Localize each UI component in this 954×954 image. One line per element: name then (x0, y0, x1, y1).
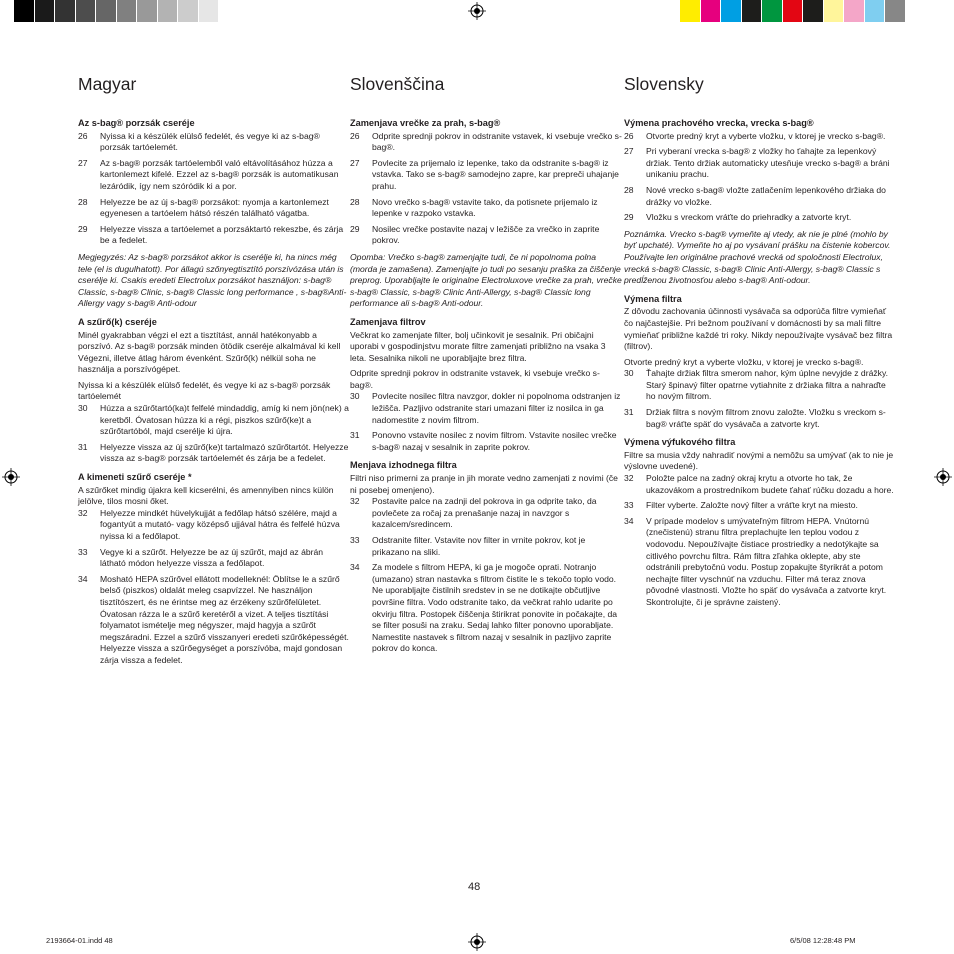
step-number: 26 (624, 130, 634, 141)
language-title: Slovenščina (350, 74, 445, 94)
registration-mark-top-icon (468, 2, 486, 20)
section (350, 118, 622, 310)
color-swatch (137, 0, 158, 22)
step-item (350, 197, 622, 220)
color-swatch (96, 0, 117, 22)
step-text: Držiak filtra s novým filtrom znovu založte. Vložku s vreckom s-bag® vráťte späť do vysávača a zatvorte kryt. (646, 407, 886, 429)
process-colorbar (680, 0, 906, 22)
step-text: Povlecite za prijemalo iz lepenke, tako da odstranite s-bag® iz vstavka. Tako se s-bag® samodejno zapre, kar prepreči uhajanje prahu. (372, 157, 619, 191)
color-swatch (865, 0, 886, 22)
note-paragraph: Opomba: Vrečko s-bag® zamenjajte tudi, če ni popolnoma polna (morda je zamašena). Zamenjajte jo tudi po sesanju praška za čiščenje preprog. Uporabljajte le originalne Electroluxove vrečke za prah, vrečke s-bag® Classic, s-bag® Clinic Anti-Allergy, s-bag® Classic long performance ali s-bag® Anti-odour. (350, 251, 622, 309)
section (624, 118, 896, 287)
step-text: Za modele s filtrom HEPA, ki ga je mogoče oprati. Notranjo (umazano) stran nastavka s filtrom čistite le s tekočo toplo vodo. Ne uporabljajte čistilnih sredstev in se ne dotikajte občutljive površine filtra. Vodo odstranite tako, da večkrat rahlo udarite po okvirju filtra. Postopek čiščenja štirikrat ponovite in počakajte, da se filter posuši na zraku. Sedaj lahko filter ponovno uporabljate. Namestite nastavek s filtrom nazaj v sesalnik in pazljivo zaprite pokrov do konca. (372, 562, 618, 654)
step-number: 29 (624, 212, 634, 223)
step-item (350, 391, 622, 426)
step-item (350, 158, 622, 193)
step-list (78, 403, 350, 465)
step-text: Mosható HEPA szűrővel ellátott modelleknél: Öblítse le a szűrő belső (piszkos) oldalát meleg csapvízzel. Ne használjon tisztítószert, és ne érintse meg az érzékeny szűrőfelületet. Óvatosan rázza le a szűrő keretéről a vizet. A teljes tisztítási folyamatot ismételje meg négyszer, majd hagyja a szűrőt megszáradni. Ezzel a szűrő visszanyeri eredeti szűrőképességét. Helyezze vissza a szűrőegységet a porszívóba, majd gondosan zárja vissza a fedelet. (100, 573, 349, 665)
section (624, 294, 896, 431)
registration-mark-bottom-icon (468, 933, 486, 951)
note-paragraph: Poznámka. Vrecko s-bag® vymeňte aj vtedy, ak nie je plné (mohlo by byť upchaté). Vymeňte ho aj po vysávaní prášku na čistenie kobercov. Používajte len originálne prachové vrecká od spoločnosti Electrolux, vrecká s-bag® Classic, s-bag® Clinic Anti-Allergy, s-bag® Classic s predĺženou životnosťou alebo s-bag® Anti-odour. (624, 228, 891, 286)
color-swatch (55, 0, 76, 22)
step-item (624, 368, 896, 403)
intro-paragraph: A szűrőket mindig újakra kell kicserélni, és amennyiben nincs külön jelölve, tilos mosni őket. (78, 484, 334, 507)
step-number: 31 (624, 407, 634, 418)
step-number: 28 (78, 196, 88, 207)
section (78, 317, 350, 465)
step-number: 28 (350, 196, 360, 207)
step-text: Helyezze vissza az új szűrő(ke)t tartalmazó szűrőtartót. Helyezze vissza az s-bag® porzsák tartóelemét és zárja be a fedelet. (100, 441, 349, 464)
column-slovensky (624, 74, 896, 613)
step-item (624, 407, 896, 430)
step-number: 30 (624, 368, 634, 379)
step-item (78, 574, 350, 667)
language-title: Magyar (78, 74, 137, 94)
step-text: Ťahajte držiak filtra smerom nahor, kým úplne nevyjde z drážky. Starý špinavý filter opatrne vytiahnite z držiaka filtra a nahraďte ho novým filtrom. (646, 368, 888, 402)
step-number: 32 (624, 473, 634, 484)
step-list (350, 131, 622, 247)
step-item (78, 158, 350, 193)
step-text: Az s-bag® porzsák tartóelemből való eltávolításához húzza a kartonlemezt kifelé. Ezzel az s-bag® porzsák is automatikusan lezáródik, így nem szóródik ki a por. (100, 157, 339, 191)
step-number: 34 (624, 515, 634, 526)
step-item (350, 562, 622, 655)
step-number: 34 (78, 573, 88, 584)
step-text: Húzza a szűrőtartó(ka)t felfelé mindaddig, amíg ki nem jön(nek) a keretből. Óvatosan húzza ki a régi, piszkos szűrő(ke)t a szűrőtartóból, majd cserélje ki újra. (100, 403, 349, 437)
section-heading: Zamenjava filtrov (350, 316, 426, 327)
color-swatch (680, 0, 701, 22)
language-title: Slovensky (624, 74, 704, 94)
grayscale-colorbar (14, 0, 240, 22)
section-heading: Výmena výfukového filtra (624, 437, 736, 448)
step-text: Vložku s vreckom vráťte do priehradky a zatvorte kryt. (646, 212, 852, 223)
color-swatch (783, 0, 804, 22)
step-item (350, 430, 622, 453)
step-list (350, 391, 622, 453)
step-item (624, 131, 896, 143)
step-item (78, 197, 350, 220)
color-swatch (762, 0, 783, 22)
page-number: 48 (468, 881, 481, 893)
step-number: 27 (350, 157, 360, 168)
step-text: Helyezze mindkét hüvelykujját a fedőlap hátsó szélére, majd a fogantyút a mutató- vagy középső ujjával hátra és felfelé húzva nyissa ki a fedőlapot. (100, 507, 340, 541)
section-heading: A szűrő(k) cseréje (78, 316, 157, 327)
footer-file-info: 2193664-01.indd 48 (46, 936, 113, 945)
color-swatch (742, 0, 763, 22)
step-item (78, 442, 350, 465)
color-swatch (14, 0, 35, 22)
step-text: V prípade modelov s umývateľným filtrom HEPA. Vnútornú (znečistenú) stranu filtra preplachujte len teplou vodou z vodovodu. Nepoužívajte čistiace prostriedky a nedotýkajte sa citlivého povrchu filtra. Rám filtra zľahka oklepte, aby ste odstránili prebytočnú vodu. Postup zopakujte štyrikrát a potom nechajte filter vyschnúť na vzduchu. Filter má teraz znova pôvodné vlastnosti. Vložte ho späť do vysávača a zatvorte kryt. Skontrolujte, či je správne zaistený. (646, 515, 887, 607)
step-item (624, 473, 896, 496)
color-swatch (178, 0, 199, 22)
color-swatch (803, 0, 824, 22)
section-heading: Výmena filtra (624, 293, 682, 304)
step-number: 29 (350, 223, 360, 234)
step-text: Helyezze be az új s-bag® porzsákot: nyomja a kartonlemezt egyenesen a tartóelem hátsó részén található vágatba. (100, 196, 329, 219)
intro-paragraph: Večkrat ko zamenjate filter, bolj učinkovit je sesalnik. Pri običajni uporabi v gospodinjstvu morate filtre zamenjati približno na vsaka 3 leta. Sesalnika nikoli ne uporabljajte brez filtra. (350, 329, 606, 363)
step-item (78, 403, 350, 438)
step-text: Pri vyberaní vrecka s-bag® z vložky ho ťahajte za lepenkový držiak. Tento držiak automaticky utesňuje vrecko s-bag® a bráni unikaniu prachu. (646, 146, 890, 180)
intro-paragraph: Z dôvodu zachovania účinnosti vysávača sa odporúča filtre vymieňať čo najčastejšie. Pri bežnom používaní v domácnosti by sa mali filtre vymieňať približne každé tri roky. Nikdy nepoužívajte vysávač bez filtra (filtrov). (624, 306, 893, 352)
step-number: 28 (624, 184, 634, 195)
color-swatch (844, 0, 865, 22)
step-text: Povlecite nosilec filtra navzgor, dokler ni popolnoma odstranjen iz ležišča. Pazljivo odstranite stari umazani filter iz nosilca in ga nadomestite z novim filtrom. (372, 391, 621, 425)
section (350, 460, 622, 655)
column-slovenscina (350, 74, 622, 659)
color-swatch (701, 0, 722, 22)
color-swatch (885, 0, 906, 22)
color-swatch (76, 0, 97, 22)
section (350, 317, 622, 454)
step-text: Postavite palce na zadnji del pokrova in ga odprite tako, da povlečete za ročaj za prenašanje nazaj in navzgor s kazalcem/sredincem. (372, 496, 597, 530)
color-swatch (117, 0, 138, 22)
step-number: 32 (78, 507, 88, 518)
step-item (78, 547, 350, 570)
section-heading: A kimeneti szűrő cseréje * (78, 472, 192, 483)
step-text: Položte palce na zadný okraj krytu a otvorte ho tak, že ukazovákom a prostredníkom budete ťahať rúčku dozadu a hore. (646, 473, 894, 495)
step-number: 32 (350, 496, 360, 507)
step-item (350, 131, 622, 154)
section (624, 437, 896, 608)
intro-paragraph: Filtre sa musia vždy nahradiť novými a nemôžu sa umývať (ak to nie je výslovne uvedené). (624, 449, 894, 472)
color-swatch (219, 0, 240, 22)
step-item (350, 224, 622, 247)
step-number: 27 (78, 157, 88, 168)
step-text: Nosilec vrečke postavite nazaj v ležišče za vrečko in zaprite pokrov. (372, 223, 600, 246)
step-number: 31 (78, 441, 88, 452)
registration-mark-right-icon (934, 468, 952, 486)
color-swatch (824, 0, 845, 22)
step-number: 27 (624, 146, 634, 157)
section (78, 472, 350, 667)
section-heading: Az s-bag® porzsák cseréje (78, 118, 195, 128)
registration-mark-left-icon (2, 468, 20, 486)
step-text: Vegye ki a szűrőt. Helyezze be az új szűrőt, majd az ábrán látható módon helyezze vissza a fedőlapot. (100, 546, 324, 569)
footer-timestamp: 6/5/08 12:28:48 PM (790, 936, 856, 945)
step-number: 30 (350, 391, 360, 402)
step-item (78, 131, 350, 154)
step-list (624, 473, 896, 609)
step-text: Nové vrecko s-bag® vložte zatlačením lepenkového držiaka do drážky vo vložke. (646, 184, 886, 207)
step-number: 33 (350, 535, 360, 545)
color-swatch (35, 0, 56, 22)
step-list (350, 496, 622, 655)
intro-paragraph: Filtri niso primerni za pranje in jih morate vedno zamenjati z novimi (če ni posebej omenjeno). (350, 473, 618, 495)
step-number: 33 (78, 546, 88, 557)
step-item (624, 146, 896, 181)
step-item (624, 185, 896, 208)
step-list (624, 368, 896, 430)
step-item (350, 535, 622, 558)
color-swatch (721, 0, 742, 22)
step-text: Odprite sprednji pokrov in odstranite vstavek, ki vsebuje vrečko s-bag®. (372, 130, 622, 153)
step-text: Novo vrečko s-bag® vstavite tako, da potisnete prijemalo iz lepenke v razpoko vstavka. (372, 196, 598, 219)
section-heading: Zamenjava vrečke za prah, s-bag® (350, 118, 501, 128)
step-number: 30 (78, 403, 88, 414)
intro-paragraph: Otvorte predný kryt a vyberte vložku, v ktorej je vrecko s-bag®. (624, 356, 864, 367)
step-number: 33 (624, 500, 634, 511)
step-text: Helyezze vissza a tartóelemet a porzsáktartó rekeszbe, és zárja be a fedelet. (100, 223, 344, 246)
step-item (350, 496, 622, 531)
step-number: 26 (350, 130, 360, 141)
intro-paragraph: Odprite sprednji pokrov in odstranite vstavek, ki vsebuje vrečko s-bag®. (350, 368, 600, 390)
step-number: 26 (78, 130, 88, 141)
step-list (78, 508, 350, 667)
step-text: Filter vyberte. Založte nový filter a vráťte kryt na miesto. (646, 500, 858, 511)
step-list (624, 131, 896, 224)
step-item (624, 516, 896, 609)
color-swatch (158, 0, 179, 22)
step-number: 34 (350, 562, 360, 573)
step-item (624, 212, 896, 224)
step-number: 29 (78, 223, 88, 234)
note-paragraph: Megjegyzés: Az s-bag® porzsákot akkor is cserélje ki, ha nincs még tele (el is dugulhatott). Por állagú szőnyegtisztító porszívózása után is cserélje ki. Csakis eredeti Electrolux porzsákot használjon: s-bag® Classic, s-bag® Clinic, s-bag® Classic long performance , s-bag®Anti-Allergy vagy s-bag® Anti-odour (78, 251, 347, 309)
section-heading: Menjava izhodnega filtra (350, 460, 457, 471)
step-list (78, 131, 350, 247)
column-magyar (78, 74, 350, 671)
intro-paragraph: Nyissa ki a készülék elülső fedelét, és vegye ki az s-bag® porzsák tartóelemét (78, 379, 331, 402)
step-text: Otvorte predný kryt a vyberte vložku, v ktorej je vrecko s-bag®. (646, 130, 886, 141)
step-text: Nyissa ki a készülék elülső fedelét, és vegye ki az s-bag® porzsák tartóelemét. (100, 130, 320, 153)
step-item (78, 224, 350, 247)
step-number: 31 (350, 430, 360, 441)
section-heading: Výmena prachového vrecka, vrecka s-bag® (624, 118, 814, 128)
step-item (624, 500, 896, 512)
color-swatch (199, 0, 220, 22)
section (78, 118, 350, 310)
step-text: Odstranite filter. Vstavite nov filter in vrnite pokrov, kot je prikazano na sliki. (372, 535, 586, 557)
step-text: Ponovno vstavite nosilec z novim filtrom. Vstavite nosilec vrečke s-bag® nazaj v sesalnik in zaprite pokrov. (372, 430, 617, 452)
step-item (78, 508, 350, 543)
intro-paragraph: Minél gyakrabban végzi el ezt a tisztítást, annál hatékonyabb a porszívó. Az s-bag® porzsák minden ötödik cseréje alkalmával ki kell Végezni, illetve átlag három évenként. Szűrő(k) nélkül soha ne használja a porszívógépet. (78, 329, 341, 375)
